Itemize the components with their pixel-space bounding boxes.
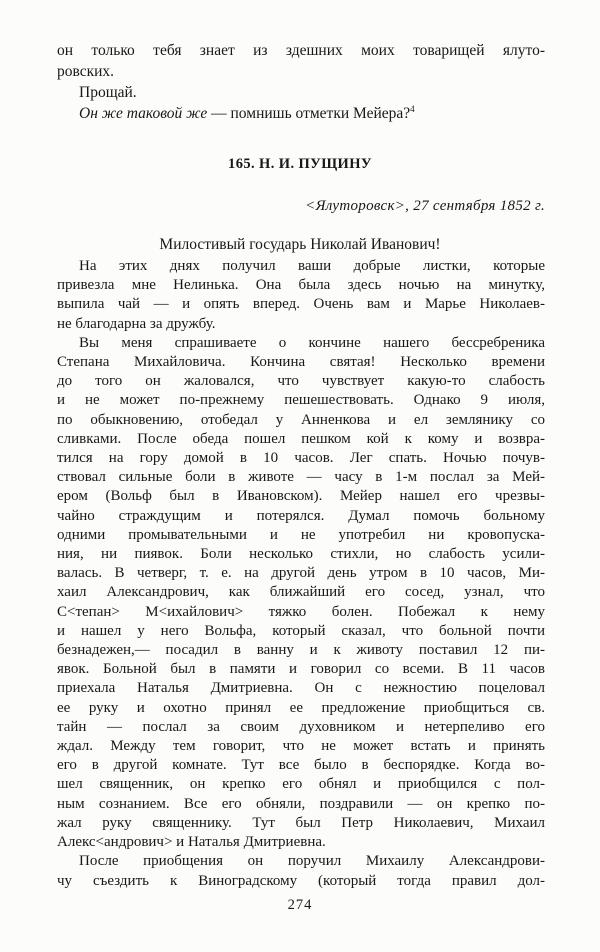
letter-salutation: Милостивый государь Николай Иванович! <box>159 236 441 253</box>
body-text-line: шел священник, он крепко его обнял и приобщился с пол- <box>57 776 545 793</box>
body-text-line: ждал. Между тем говорит, что не может встать и принять <box>57 738 545 755</box>
body-text-line: тайн — послал за своим духовником и нетерпеливо его <box>57 718 545 735</box>
postscript-regular: — помнишь отметки Мейера? <box>207 105 411 122</box>
body-text-line: Вы меня спрашиваете о кончине нашего бессребреника <box>79 334 545 351</box>
body-text-line: по обыкновению, отобедал у Анненкова и ел землянику со <box>57 411 545 428</box>
body-text-line: явок. Больной был в памяти и говорил со всеми. В 11 часов <box>57 661 545 678</box>
postscript-line <box>57 103 545 124</box>
text-line: он только тебя знает из здешних моих товарищей ялуто- <box>57 42 545 59</box>
body-text-line: безнадежен,— посадил в ванну и к животу поставил 12 пи- <box>57 642 545 659</box>
body-text-line: его в другой комнате. Тут все было в беспорядке. Когда во- <box>57 757 545 774</box>
letter-heading: 165. Н. И. ПУЩИНУ <box>228 156 372 172</box>
body-text-line: чу съездить к Виноградскому (который тогда правил дол- <box>57 872 545 889</box>
letter-body-lines <box>57 257 545 891</box>
body-text-line: ствовал сильные боли в животе — часу в 1-м послал за Мей- <box>57 469 545 486</box>
body-text-line: сливками. После обеда пошел пешком кой к кому и возвра- <box>57 430 545 447</box>
previous-letter-ending <box>57 40 545 124</box>
body-text-line: ным сознанием. Все его обняли, поздравили — он крепко по- <box>57 795 545 812</box>
text-line: ровских. <box>57 63 115 80</box>
body-text-line: Степана Михайловича. Кончина святая! Несколько времени <box>57 354 545 371</box>
postscript-italic: Он же таковой же <box>79 105 208 122</box>
body-text-line: ее руку и охотно принял ее предложение приобщиться св. <box>57 699 545 716</box>
body-text-line: и не может по-прежнему пешешествовать. Однако 9 июля, <box>57 392 545 409</box>
body-text-line: С<тепан> М<ихайлович> тяжко болен. Побежал к нему <box>57 603 545 620</box>
letter-dateline: <Ялуторовск>, 27 сентября 1852 г. <box>305 198 545 214</box>
body-text-line: Алекс<андрович> и Наталья Дмитриевна. <box>57 834 326 851</box>
body-text-line: чайно страждущим и потерялся. Думал помочь больному <box>57 507 545 524</box>
page-number: 274 <box>287 897 313 913</box>
body-text-line: ния, ни пиявок. Боли несколько стихли, но слабость усили- <box>57 546 545 563</box>
body-text-line: тился на гору домой в 10 часов. Лег спать. Ночью почув- <box>57 450 545 467</box>
body-text-line: жал руку священнику. Тут был Петр Николаевич, Михаил <box>57 814 545 831</box>
body-text-line: приехала Наталья Дмитриевна. Он с нежностию поцеловал <box>57 680 545 697</box>
body-text-line: и нашел у него Вольфа, который сказал, что больной почти <box>57 622 545 639</box>
body-text-line: ером (Вольф был в Ивановском). Мейер нашел его чрезвы- <box>57 488 545 505</box>
footnote-reference: 4 <box>410 103 415 114</box>
body-text-line: После приобщения он поручил Михаилу Александрови- <box>79 853 545 870</box>
body-text-line: валась. В четверг, т. е. на другой день утром в 10 часов, Ми- <box>57 565 545 582</box>
body-text-line: выпила чай — и опять вперед. Очень вам и Марье Николаев- <box>57 296 545 313</box>
body-text-line: до того он жаловался, что чувствует какую-то слабость <box>57 373 545 390</box>
body-text-line: хаил Александрович, как ближайший его сосед, узнал, что <box>57 584 545 601</box>
body-text-line: На этих днях получил ваши добрые листки, которые <box>79 258 545 274</box>
body-text-line: одними промывательными и не употребил ни кровопуска- <box>57 526 545 543</box>
farewell-line: Прощай. <box>79 84 137 101</box>
body-text-line: не благодарна за дружбу. <box>57 315 216 332</box>
body-text-line: привезла мне Нелинька. Она была здесь ночью на минутку, <box>57 277 545 294</box>
